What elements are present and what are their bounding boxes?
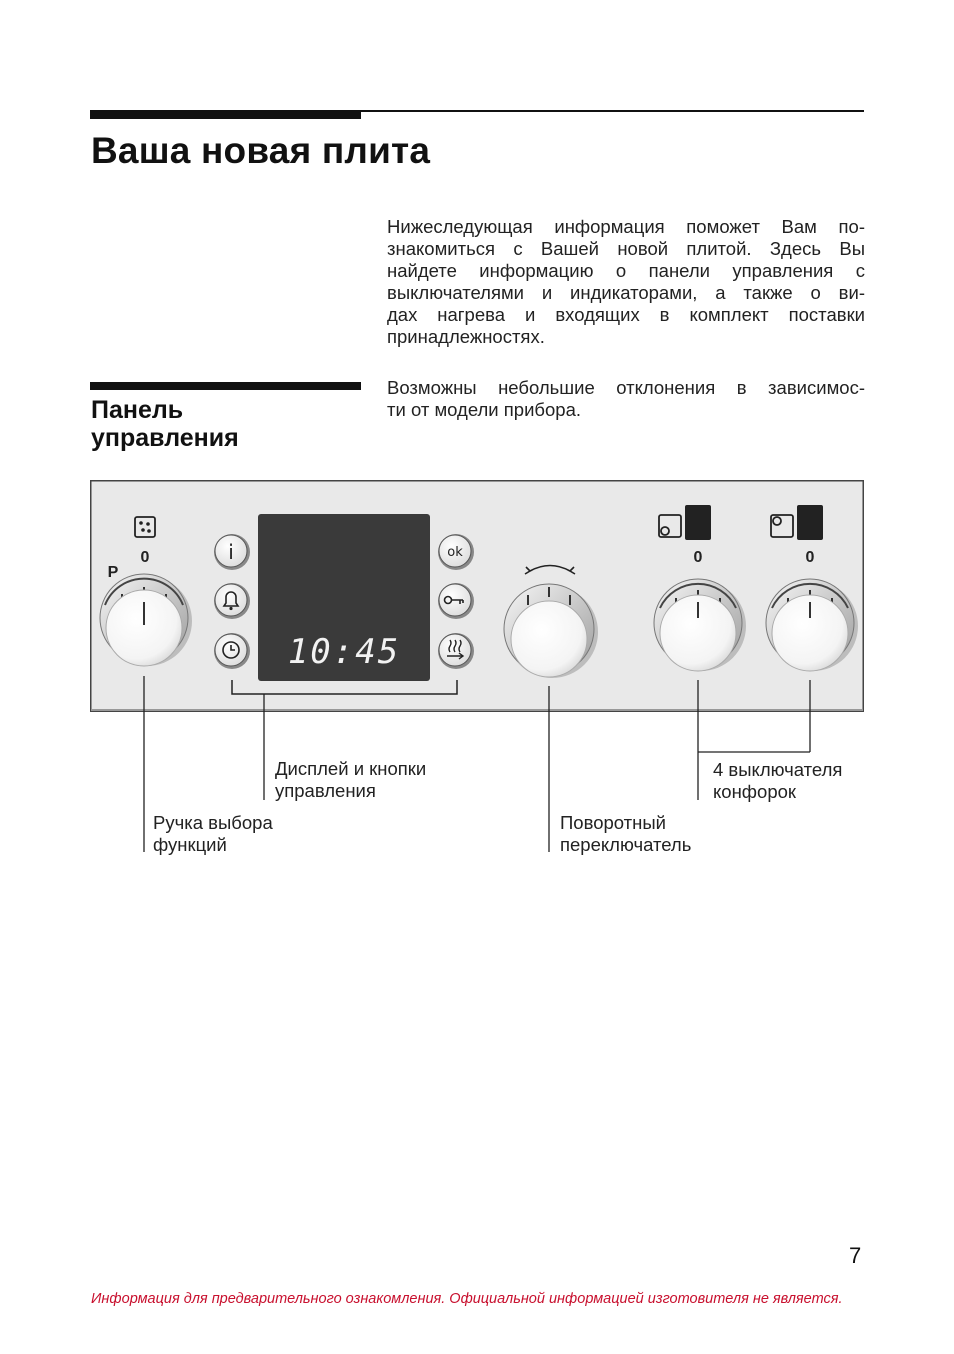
alarm-button[interactable] — [214, 583, 250, 619]
ok-button[interactable] — [438, 534, 474, 570]
function-knob-zero-mark: 0 — [140, 549, 150, 566]
fast-heat-button[interactable] — [438, 633, 474, 669]
label-rotary-selector: Поворотный переключатель — [560, 812, 692, 855]
intro-line: Нижеследующая информация поможет Вам по- — [387, 216, 865, 237]
page-title: Ваша новая плита — [91, 130, 431, 171]
burner-knob-back-left-zero-mark: 0 — [805, 549, 815, 566]
ok-icon: ok — [447, 545, 463, 560]
model-variation-note: Возможны небольшие отклонения в зависимос- ти от модели прибора. — [387, 377, 865, 420]
timer-button[interactable] — [214, 633, 250, 669]
info-icon: i — [228, 540, 234, 564]
header-rule-thin — [361, 110, 864, 112]
intro-line: знакомиться с Вашей новой плитой. Здесь Вы — [387, 238, 865, 259]
section-title: Панель управления — [91, 396, 239, 452]
panel-plate — [91, 481, 864, 712]
control-panel-illustration — [90, 480, 864, 860]
label-function-knob: Ручка выбора функций — [153, 812, 273, 855]
intro-line: дах нагрева и входящих в комплект поставки — [387, 304, 865, 325]
label-display-buttons: Дисплей и кнопки управления — [275, 758, 427, 801]
page-number: 7 — [849, 1243, 862, 1268]
section-rule — [90, 382, 361, 390]
header-rule-thick — [90, 110, 361, 119]
intro-line: выключателями и индикаторами, а также о ви- — [387, 282, 865, 303]
footer-disclaimer: Информация для предварительного ознакомления. Официальной информацией изготовителя не является. — [91, 1291, 843, 1307]
display-time: 10:45 — [287, 632, 401, 672]
intro-line: принадлежностях. — [387, 326, 545, 347]
intro-line: найдете информацию о панели управления с — [387, 260, 865, 281]
info-button[interactable] — [214, 534, 250, 570]
burner-knob-front-left-zero-mark: 0 — [693, 549, 703, 566]
lock-button[interactable] — [438, 583, 474, 619]
intro-paragraph — [387, 216, 865, 348]
label-burner-switches: 4 выключателя конфорок — [713, 759, 843, 802]
function-knob-p-mark: P — [107, 564, 119, 581]
